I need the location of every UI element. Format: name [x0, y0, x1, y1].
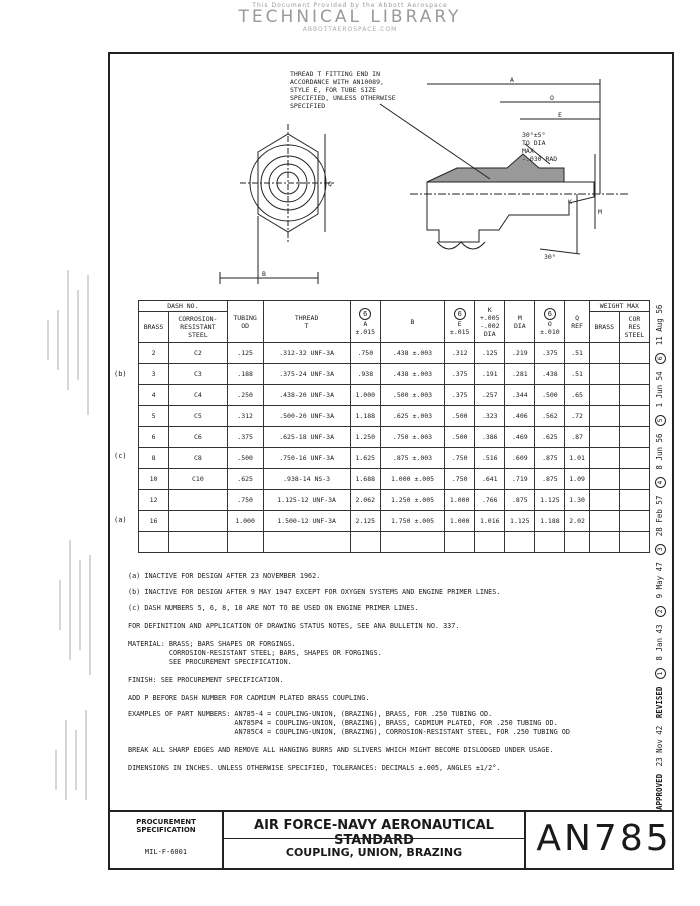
fitting-note-line-3: STYLE E, FOR TUBE SIZE — [290, 86, 377, 94]
table-cell — [589, 385, 619, 406]
revision-date: 9 May 47 — [655, 562, 664, 599]
table-cell: .750 — [445, 469, 475, 490]
table-cell: .938 — [350, 364, 380, 385]
note-material-3: SEE PROCUREMENT SPECIFICATION. — [128, 658, 292, 666]
table-cell: .51 — [565, 364, 589, 385]
table-cell — [565, 532, 589, 553]
part-drawing — [110, 54, 672, 294]
table-cell: .344 — [505, 385, 535, 406]
standard-name: AIR FORCE-NAVY AERONAUTICAL STANDARD — [254, 818, 494, 848]
header-title: TECHNICAL LIBRARY — [238, 7, 462, 27]
table-cell — [619, 469, 649, 490]
table-cell — [619, 364, 649, 385]
dim-label-q: Q — [328, 180, 332, 188]
table-cell: 1.750 ±.005 — [380, 511, 444, 532]
procurement-cell — [110, 812, 224, 868]
table-cell — [589, 511, 619, 532]
table-cell — [139, 532, 169, 553]
table-cell — [589, 364, 619, 385]
table-cell: C8 — [169, 448, 228, 469]
table-cell: .323 — [475, 406, 505, 427]
fitting-note-line-2: ACCORDANCE WITH AN10089, — [290, 78, 384, 86]
col-tubing-od: TUBING OD — [227, 301, 263, 343]
table-cell: .500 — [445, 406, 475, 427]
col-k: K +.005 -.002 DIA — [475, 301, 505, 343]
table-cell — [619, 532, 649, 553]
table-row — [139, 364, 650, 385]
table-cell — [169, 511, 228, 532]
table-cell: .438 — [535, 364, 565, 385]
revision-strip — [655, 300, 666, 810]
table-cell: .750 ±.003 — [380, 427, 444, 448]
table-cell: .438 ±.003 — [380, 343, 444, 364]
table-body — [139, 343, 650, 553]
table-cell: .375 — [227, 427, 263, 448]
note-finish: FINISH: SEE PROCUREMENT SPECIFICATION. — [128, 676, 284, 684]
note-status: FOR DEFINITION AND APPLICATION OF DRAWING STATUS NOTES, SEE ANA BULLETIN NO. 337. — [128, 622, 460, 630]
table-cell — [589, 469, 619, 490]
revision-date: 11 Aug 56 — [655, 304, 664, 346]
table-cell: .281 — [505, 364, 535, 385]
chamfer-note-1: 30°±5° — [522, 131, 546, 139]
table-cell — [619, 406, 649, 427]
table-cell — [619, 511, 649, 532]
table-cell: .87 — [565, 427, 589, 448]
table-cell: 1.30 — [565, 490, 589, 511]
table-cell: .125 — [475, 343, 505, 364]
dash-no-header: DASH NO. — [139, 301, 228, 312]
table-cell: 6 — [139, 427, 169, 448]
note-example-1: EXAMPLES OF PART NUMBERS: AN785-4 = COUPLING-UNION, (BRAZING), BRASS, FOR .250 TUBING OD. — [128, 710, 493, 718]
fitting-note-line-1: THREAD T FITTING END IN — [290, 70, 381, 78]
table-cell: 1.000 — [227, 511, 263, 532]
table-cell: 10 — [139, 469, 169, 490]
table-cell: .500 — [445, 427, 475, 448]
table-cell: .938-14 NS-3 — [263, 469, 350, 490]
col-q: Q REF — [565, 301, 589, 343]
part-number: AN785 — [536, 818, 672, 859]
col-thread: THREAD T — [263, 301, 350, 343]
table-row — [139, 469, 650, 490]
table-cell — [589, 406, 619, 427]
library-header — [0, 0, 700, 33]
table-cell — [263, 532, 350, 553]
revision-mark: 1 — [655, 668, 666, 679]
table-cell — [475, 532, 505, 553]
table-cell — [380, 532, 444, 553]
table-cell: .406 — [505, 406, 535, 427]
table-cell: .438-20 UNF-3A — [263, 385, 350, 406]
table-cell — [619, 427, 649, 448]
table-row — [139, 385, 650, 406]
table-cell: 16 — [139, 511, 169, 532]
table-cell: 1.125 — [535, 490, 565, 511]
table-cell: 12 — [139, 490, 169, 511]
circled-mark: 6 — [359, 308, 371, 320]
table-cell: .219 — [505, 343, 535, 364]
revision-mark: 2 — [655, 606, 666, 617]
number-cell — [534, 812, 674, 868]
table-cell: 1.188 — [535, 511, 565, 532]
table-cell: .875 — [535, 448, 565, 469]
table-cell: .191 — [475, 364, 505, 385]
revision-date: 28 Feb 57 — [655, 495, 664, 537]
table-cell: .250 — [227, 385, 263, 406]
table-cell — [589, 427, 619, 448]
header-url: ABBOTTAEROSPACE.COM — [302, 26, 398, 33]
table-cell: 1.250 — [350, 427, 380, 448]
table-cell — [169, 490, 228, 511]
margin-scan-marks — [8, 60, 108, 820]
dim-label-o: O — [550, 94, 554, 102]
table-cell: .609 — [505, 448, 535, 469]
table-cell: C10 — [169, 469, 228, 490]
revision-sidebar — [651, 300, 671, 810]
table-cell — [619, 490, 649, 511]
table-cell: .257 — [475, 385, 505, 406]
dim-label-m: M — [598, 208, 602, 216]
revision-mark: 6 — [655, 353, 666, 364]
circled-mark: 6 — [454, 308, 466, 320]
note-cadmium: ADD P BEFORE DASH NUMBER FOR CADMIUM PLATED BRASS COUPLING. — [128, 694, 370, 702]
table-cell — [589, 343, 619, 364]
chamfer-note-2: TO DIA — [522, 139, 546, 147]
table-cell: .188 — [227, 364, 263, 385]
col-a: 6 A ±.015 — [350, 301, 380, 343]
table-cell: .386 — [475, 427, 505, 448]
table-cell: .51 — [565, 343, 589, 364]
table-cell: .750-16 UNF-3A — [263, 448, 350, 469]
note-material-1: MATERIAL: BRASS; BARS SHAPES OR FORGINGS. — [128, 640, 296, 648]
table-header-row-1 — [139, 301, 650, 312]
table-cell: .375 — [445, 385, 475, 406]
table-cell — [445, 532, 475, 553]
table-cell: .469 — [505, 427, 535, 448]
table-cell: C3 — [169, 364, 228, 385]
note-c: (c) DASH NUMBERS 5, 6, 8, 10 ARE NOT TO BE USED ON ENGINE PRIMER LINES. — [128, 604, 419, 612]
table-cell — [169, 532, 228, 553]
table-cell: 1.125-12 UNF-3A — [263, 490, 350, 511]
table-cell — [535, 532, 565, 553]
col-weight-brass: BRASS — [589, 312, 619, 343]
chamfer-note-4: -.030 RAD — [522, 155, 558, 163]
chamfer-note-3: MAX — [522, 147, 534, 155]
table-cell: .500-20 UNF-3A — [263, 406, 350, 427]
revision-date: 1 Jun 54 — [655, 371, 664, 408]
table-cell: .500 — [535, 385, 565, 406]
table-row — [139, 490, 650, 511]
table-cell: 1.125 — [505, 511, 535, 532]
table-cell: .312-32 UNF-3A — [263, 343, 350, 364]
table-cell: C6 — [169, 427, 228, 448]
table-cell: .875 — [505, 490, 535, 511]
table-cell: 2 — [139, 343, 169, 364]
circled-mark: 6 — [544, 308, 556, 320]
table-cell: .438 ±.003 — [380, 364, 444, 385]
note-example-3: AN785C4 = COUPLING-UNION, (BRAZING), CORROSION-RESISTANT STEEL, FOR .250 TUBING OD — [128, 728, 570, 736]
table-cell: .125 — [227, 343, 263, 364]
table-cell: .625 — [535, 427, 565, 448]
table-cell: C5 — [169, 406, 228, 427]
table-cell: 1.000 — [445, 511, 475, 532]
note-edges: BREAK ALL SHARP EDGES AND REMOVE ALL HANGING BURRS AND SLIVERS WHICH MIGHT BECOME DISLODGED UNDER USAGE. — [128, 746, 554, 754]
table-cell: .641 — [475, 469, 505, 490]
table-cell: 1.188 — [350, 406, 380, 427]
table-cell: .625 — [227, 469, 263, 490]
table-row — [139, 343, 650, 364]
table-cell: 2.02 — [565, 511, 589, 532]
table-cell: .875 ±.003 — [380, 448, 444, 469]
table-cell — [619, 385, 649, 406]
revision-mark: 4 — [655, 477, 666, 488]
table-cell: 2.062 — [350, 490, 380, 511]
table-cell: C2 — [169, 343, 228, 364]
table-cell: 1.000 — [445, 490, 475, 511]
col-o: 6 O ±.010 — [535, 301, 565, 343]
col-e: 6 E ±.015 — [445, 301, 475, 343]
table-cell — [505, 532, 535, 553]
table-row — [139, 511, 650, 532]
table-cell: .375-24 UNF-3A — [263, 364, 350, 385]
col-weight-cres: COR RES STEEL — [619, 312, 649, 343]
approved-label: APPROVED — [655, 773, 664, 810]
table-row — [139, 532, 650, 553]
table-cell: 1.09 — [565, 469, 589, 490]
table-cell: 5 — [139, 406, 169, 427]
revised-label: REVISED — [655, 686, 664, 719]
table-cell: 1.250 ±.005 — [380, 490, 444, 511]
table-cell — [619, 343, 649, 364]
group-b-label: (b) — [114, 370, 127, 378]
dim-label-angle: 30° — [544, 253, 556, 261]
procurement-spec: MIL-F-6001 — [144, 848, 188, 856]
note-dimensions: DIMENSIONS IN INCHES. UNLESS OTHERWISE SPECIFIED, TOLERANCES: DECIMALS ±.005, ANGLES ±1/2°. — [128, 764, 501, 772]
table-cell: .562 — [535, 406, 565, 427]
table-cell: .625-18 UNF-3A — [263, 427, 350, 448]
col-cres: CORROSION- RESISTANT STEEL — [169, 312, 228, 343]
table-cell: 1.000 ±.005 — [380, 469, 444, 490]
table-cell: 3 — [139, 364, 169, 385]
procurement-label: PROCUREMENT SPECIFICATION — [136, 818, 196, 834]
table-cell: C4 — [169, 385, 228, 406]
revision-mark: 5 — [655, 415, 666, 426]
dim-label-a: A — [510, 76, 514, 84]
table-cell: .65 — [565, 385, 589, 406]
table-cell: .719 — [505, 469, 535, 490]
table-cell: .766 — [475, 490, 505, 511]
table-cell: .500 ±.003 — [380, 385, 444, 406]
table-cell: .312 — [227, 406, 263, 427]
fitting-note-line-5: SPECIFIED — [290, 102, 326, 110]
table-cell — [227, 532, 263, 553]
table-cell: 1.625 — [350, 448, 380, 469]
table-cell: 1.016 — [475, 511, 505, 532]
note-a: (a) INACTIVE FOR DESIGN AFTER 23 NOVEMBER 1962. — [128, 572, 321, 580]
revision-date: 8 Jan 43 — [655, 624, 664, 661]
table-cell — [589, 490, 619, 511]
note-material-2: CORROSION-RESISTANT STEEL; BARS, SHAPES OR FORGINGS. — [128, 649, 382, 657]
table-row — [139, 448, 650, 469]
note-b: (b) INACTIVE FOR DESIGN AFTER 9 MAY 1947 EXCEPT FOR OXYGEN SYSTEMS AND ENGINE PRIMER LINES. — [128, 588, 501, 596]
table-cell: 8 — [139, 448, 169, 469]
divider — [224, 838, 524, 839]
table-cell: 1.01 — [565, 448, 589, 469]
table-cell: .375 — [535, 343, 565, 364]
table-cell: .500 — [227, 448, 263, 469]
table-cell: .875 — [535, 469, 565, 490]
table-cell: .375 — [445, 364, 475, 385]
table-cell: 2.125 — [350, 511, 380, 532]
table-cell — [589, 532, 619, 553]
group-c-label: (c) — [114, 452, 127, 460]
table-row — [139, 427, 650, 448]
table-cell: .516 — [475, 448, 505, 469]
group-a-label: (a) — [114, 516, 127, 524]
revision-date: 8 Jun 56 — [655, 433, 664, 470]
table-cell: 1.000 — [350, 385, 380, 406]
table-cell: .625 ±.003 — [380, 406, 444, 427]
table-row — [139, 406, 650, 427]
table-cell: 1.688 — [350, 469, 380, 490]
table-cell: .312 — [445, 343, 475, 364]
dim-label-e: E — [558, 111, 562, 119]
table-cell: .72 — [565, 406, 589, 427]
table-cell: .750 — [445, 448, 475, 469]
table-cell — [350, 532, 380, 553]
standard-cell — [224, 812, 526, 868]
col-b: B — [380, 301, 444, 343]
part-title: COUPLING, UNION, BRAZING — [285, 846, 463, 859]
title-block — [108, 812, 674, 870]
weight-max-header: WEIGHT MAX — [589, 301, 649, 312]
col-brass: BRASS — [139, 312, 169, 343]
table-cell — [619, 448, 649, 469]
revision-mark: 3 — [655, 544, 666, 555]
revision-date: 23 Nov 42 — [655, 725, 664, 767]
fitting-note-line-4: SPECIFIED, UNLESS OTHERWISE — [290, 94, 396, 102]
table-cell — [589, 448, 619, 469]
table-cell: 1.500-12 UNF-3A — [263, 511, 350, 532]
dim-label-b: B — [262, 270, 266, 278]
dimension-table — [138, 300, 650, 553]
col-m: M DIA — [505, 301, 535, 343]
dim-label-k: K — [568, 198, 572, 206]
note-example-2: AN785P4 = COUPLING-UNION, (BRAZING), BRASS, CADMIUM PLATED, FOR .250 TUBING OD. — [128, 719, 558, 727]
table-cell: 4 — [139, 385, 169, 406]
table-cell: .750 — [227, 490, 263, 511]
table-cell: .750 — [350, 343, 380, 364]
header-line-1: This Document Provided by the Abbott Aerospace — [252, 2, 448, 9]
